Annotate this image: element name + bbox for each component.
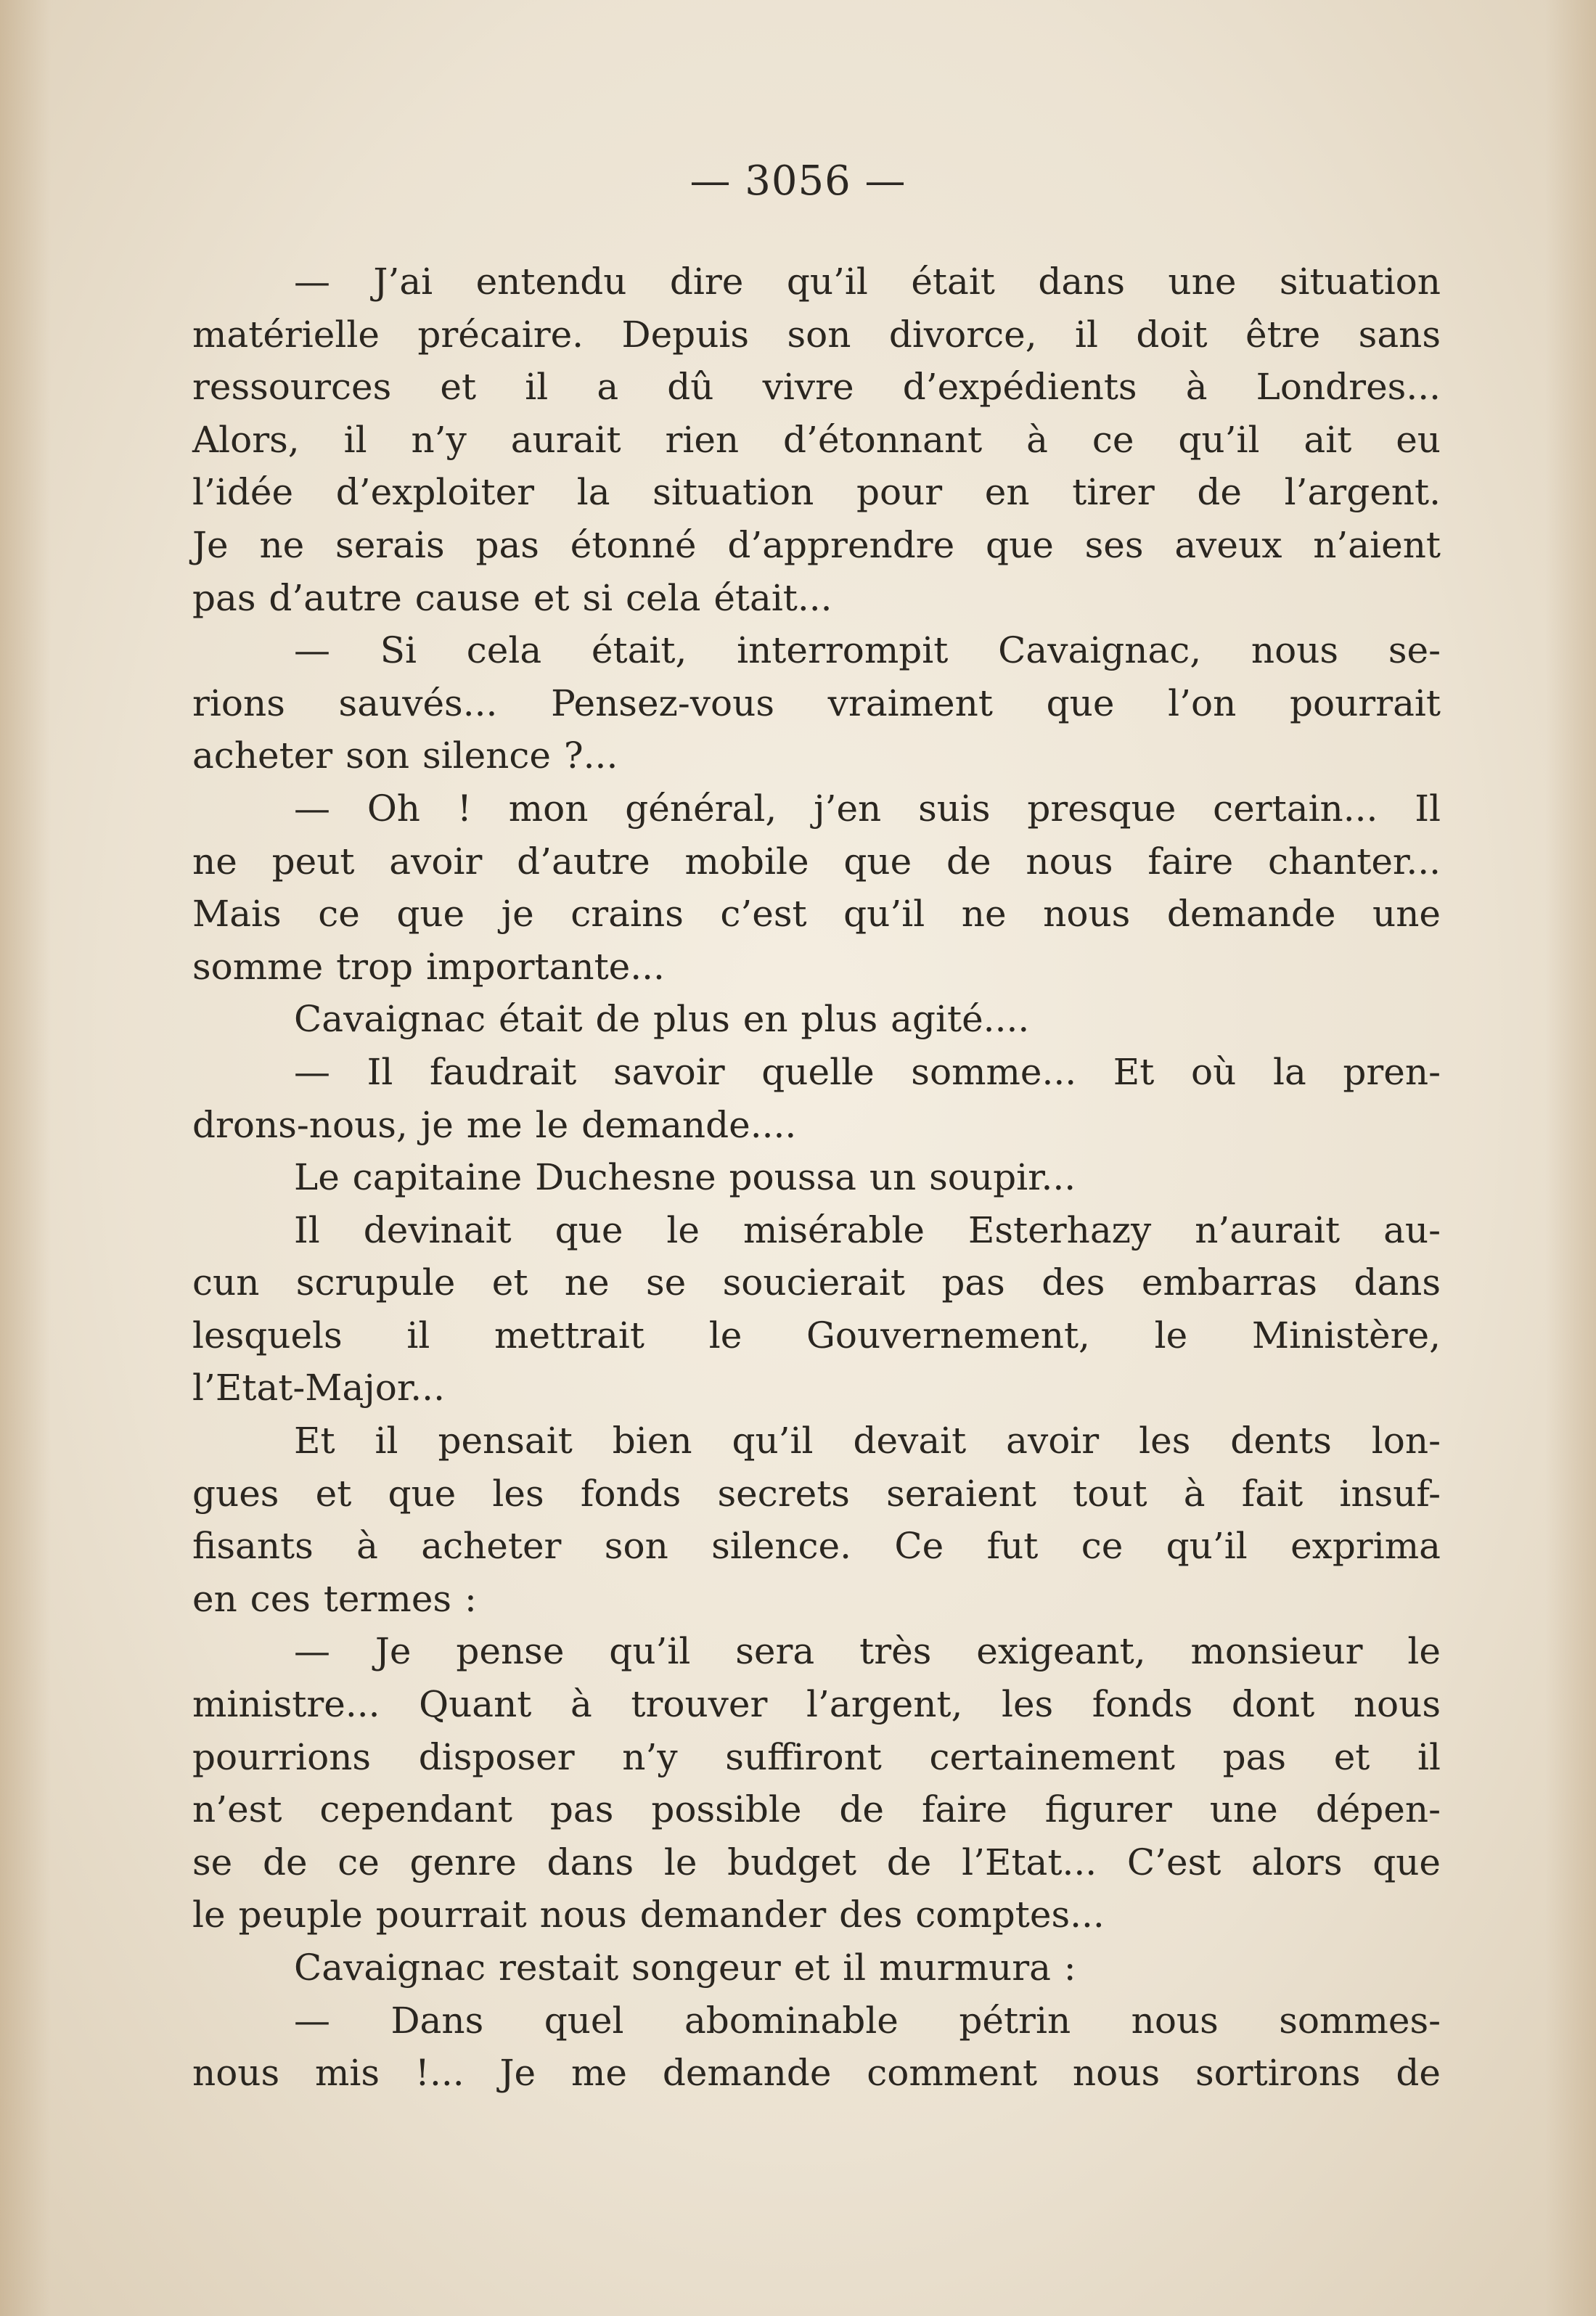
text-line: fisants à acheter son silence. Ce fut ce qu’il exprima <box>192 1525 1441 1568</box>
text-line: gues et que les fonds secrets seraient tout à fait insuf- <box>192 1472 1441 1515</box>
text-line: l’idée d’exploiter la situation pour en tirer de l’argent. <box>192 471 1441 514</box>
text-line: le peuple pourrait nous demander des comptes... <box>192 1894 1105 1936</box>
right-page-edge-shadow <box>1545 0 1596 2316</box>
text-line: Mais ce que je crains c’est qu’il ne nous demande une <box>192 893 1441 936</box>
text-line: Alors, il n’y aurait rien d’étonnant à ce qu’il ait eu <box>192 418 1441 461</box>
text-line: ministre... Quant à trouver l’argent, les fonds dont nous <box>192 1683 1441 1726</box>
text-line: lesquels il mettrait le Gouvernement, le Ministère, <box>192 1314 1441 1357</box>
left-page-edge-shadow <box>0 0 51 2316</box>
text-line: ne peut avoir d’autre mobile que de nous faire chanter... <box>192 840 1441 883</box>
text-line: se de ce genre dans le budget de l’Etat... C’est alors que <box>192 1841 1441 1883</box>
text-line: l’Etat-Major... <box>192 1367 445 1409</box>
text-line: Le capitaine Duchesne poussa un soupir... <box>294 1156 1076 1199</box>
text-line: Et il pensait bien qu’il devait avoir les dents lon- <box>294 1420 1441 1462</box>
text-line: — Dans quel abominable pétrin nous sommes- <box>294 1999 1441 2042</box>
text-line: Cavaignac restait songeur et il murmura : <box>294 1947 1076 1989</box>
text-line: rions sauvés... Pensez-vous vraiment que l’on pourrait <box>192 682 1441 724</box>
text-line: — J’ai entendu dire qu’il était dans une situation <box>294 261 1441 303</box>
text-line: en ces termes : <box>192 1577 477 1620</box>
text-line: drons-nous, je me le demande.... <box>192 1103 797 1146</box>
text-line: nous mis !... Je me demande comment nous sortirons de <box>192 2052 1441 2095</box>
page-number: — 3056 — <box>689 157 907 205</box>
text-line: — Si cela était, interrompit Cavaignac, nous se- <box>294 629 1441 672</box>
text-line: n’est cependant pas possible de faire figurer une dépen- <box>192 1788 1441 1831</box>
page-body-text <box>192 255 1441 2100</box>
text-line: pourrions disposer n’y suffiront certainement pas et il <box>192 1735 1441 1778</box>
text-line: pas d’autre cause et si cela était... <box>192 576 832 619</box>
text-line: acheter son silence ?... <box>192 735 618 777</box>
text-line: — Oh ! mon général, j’en suis presque certain... Il <box>294 787 1441 830</box>
text-line: Cavaignac était de plus en plus agité.... <box>294 998 1030 1041</box>
text-line: — Je pense qu’il sera très exigeant, monsieur le <box>294 1630 1441 1673</box>
text-line: ressources et il a dû vivre d’expédients à Londres... <box>192 366 1441 409</box>
text-line: — Il faudrait savoir quelle somme... Et où la pren- <box>294 1050 1441 1093</box>
text-line: somme trop importante... <box>192 945 665 988</box>
text-line: Je ne serais pas étonné d’apprendre que ses aveux n’aient <box>192 523 1441 566</box>
text-line: matérielle précaire. Depuis son divorce, il doit être sans <box>192 313 1441 356</box>
text-line: Il devinait que le misérable Esterhazy n’aurait au- <box>294 1208 1441 1251</box>
text-line: cun scrupule et ne se soucierait pas des embarras dans <box>192 1261 1441 1304</box>
